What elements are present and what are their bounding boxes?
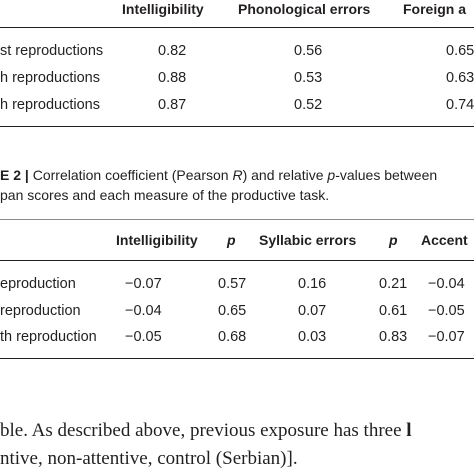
table2-cell: −0.04 <box>125 303 162 319</box>
table1-cell: 0.53 <box>294 70 323 86</box>
table2-cell: 0.07 <box>298 303 327 319</box>
table2-caption-line2: pan scores and each measure of the productive task. <box>0 187 330 203</box>
caption-pearson-r: R <box>232 167 243 183</box>
table1-row-label: h reproductions <box>0 97 100 113</box>
body-text: ble. As described above, previous exposure has three <box>0 420 407 441</box>
table2-row-label: eproduction <box>0 276 76 292</box>
table1-cell: 0.56 <box>294 43 323 59</box>
table1-row-label: h reproductions <box>0 70 100 86</box>
table2-cell: −0.04 <box>428 276 465 292</box>
table1-cell: 0.87 <box>158 97 187 113</box>
table2-header-rule <box>0 260 474 261</box>
body-text-bold: l <box>406 420 412 441</box>
table2-cell: 0.57 <box>218 276 247 292</box>
table2-header-accent: Accent <box>421 232 468 248</box>
table2-header-syllabic-errors: Syllabic errors <box>259 232 357 248</box>
table2-cell: 0.83 <box>379 329 408 345</box>
table1-cell: 0.74 <box>446 97 474 113</box>
table1-cell: 0.63 <box>446 70 474 86</box>
caption-text: Correlation coefficient (Pearson <box>28 167 233 183</box>
table1-cell: 0.88 <box>158 70 187 86</box>
table2-cell: −0.07 <box>125 276 162 292</box>
table2-row-label: reproduction <box>0 303 81 319</box>
table2-cell: 0.16 <box>298 276 327 292</box>
table2-row-label: th reproduction <box>0 329 97 345</box>
table1-header-foreign-accent: Foreign a <box>403 1 467 17</box>
caption-text: ) and relative <box>242 167 328 183</box>
table2-cell: −0.05 <box>125 329 162 345</box>
table2-cell: 0.65 <box>218 303 247 319</box>
table2-bottom-rule <box>0 358 474 359</box>
body-text-line2: ntive, non-attentive, control (Serbian)]. <box>0 448 298 469</box>
table1-cell: 0.65 <box>446 43 474 59</box>
table2-cell: −0.07 <box>428 329 465 345</box>
body-text-line1 <box>0 420 412 442</box>
table1-row-label: st reproductions <box>0 43 104 59</box>
caption-p: p <box>327 167 336 183</box>
table2-top-rule <box>0 219 474 220</box>
table1-header-phonological-errors: Phonological errors <box>238 1 371 17</box>
table2-cell: 0.03 <box>298 329 327 345</box>
table1-header-rule <box>0 27 474 28</box>
table2-header-p2: p <box>389 232 398 248</box>
table2-caption-line1 <box>0 167 437 183</box>
table2-cell: −0.05 <box>428 303 465 319</box>
table2-header-intelligibility: Intelligibility <box>116 232 198 248</box>
table1-header-intelligibility: Intelligibility <box>122 1 204 17</box>
table2-cell: 0.68 <box>218 329 247 345</box>
table2-caption-label: E 2 | <box>0 167 29 183</box>
caption-text: -values between <box>335 167 438 183</box>
table1-cell: 0.52 <box>294 97 323 113</box>
table2-header-p1: p <box>227 232 236 248</box>
table1-cell: 0.82 <box>158 43 187 59</box>
table2-cell: 0.21 <box>379 276 408 292</box>
table1-bottom-rule <box>0 126 474 127</box>
table2-cell: 0.61 <box>379 303 408 319</box>
